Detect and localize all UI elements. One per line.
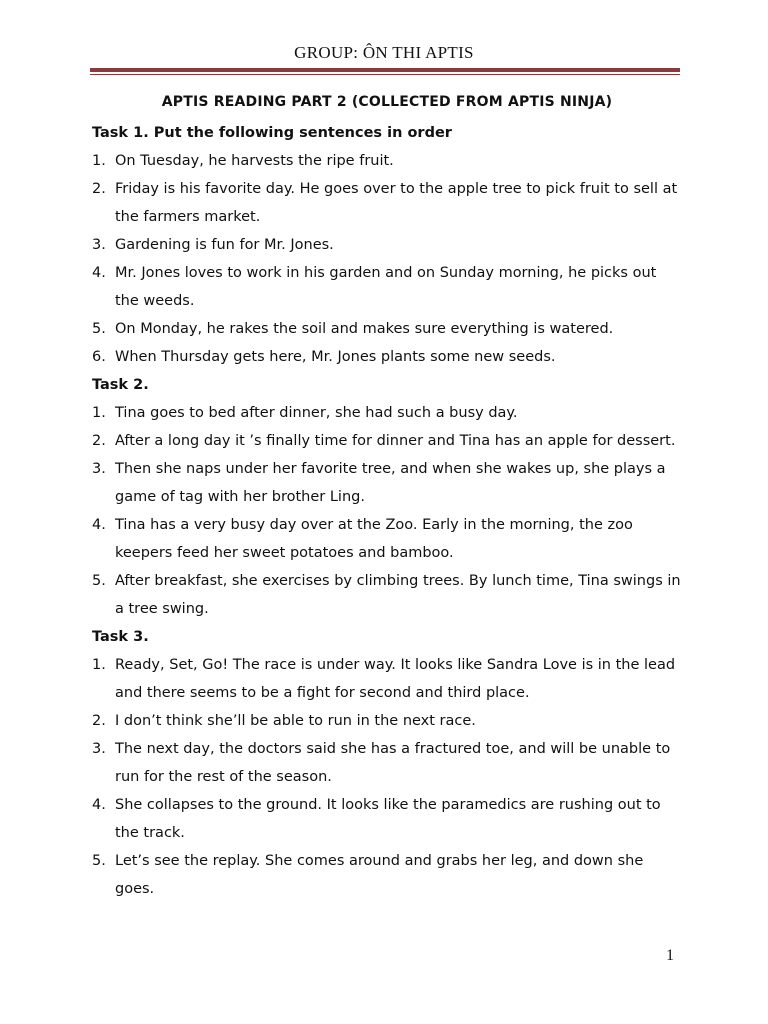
list-item: [92, 259, 682, 315]
task-list: [92, 119, 682, 903]
list-item: [92, 651, 682, 707]
list-item: [92, 511, 682, 567]
list-item-text: Ready, Set, Go! The race is under way. It looks like Sandra Love is in the lead and there seems to be a fight for second and third place.: [115, 657, 676, 701]
list-item: [92, 567, 682, 623]
list-item-number: 2.: [92, 181, 106, 197]
list-item-number: 5.: [92, 573, 106, 589]
list-item-number: 3.: [92, 461, 106, 477]
list-item: [92, 231, 682, 259]
list-item-number: 2.: [92, 713, 106, 729]
list-item-number: 1.: [92, 153, 106, 169]
list-item-number: 5.: [92, 321, 106, 337]
list-item: [92, 455, 682, 511]
list-item-text: Let’s see the replay. She comes around and grabs her leg, and down she goes.: [115, 853, 644, 897]
list-item-number: 3.: [92, 741, 106, 757]
list-item-text: On Tuesday, he harvests the ripe fruit.: [115, 153, 394, 169]
list-item-number: 5.: [92, 853, 106, 869]
list-item: [92, 147, 682, 175]
list-item: [92, 315, 682, 343]
list-item: [92, 427, 682, 455]
list-item-text: Friday is his favorite day. He goes over to the apple tree to pick fruit to sell at the farmers market.: [115, 181, 678, 225]
list-item-text: On Monday, he rakes the soil and makes sure everything is watered.: [115, 321, 614, 337]
list-item-text: She collapses to the ground. It looks like the paramedics are rushing out to the track.: [115, 797, 661, 841]
list-item: [92, 175, 682, 231]
list-item-text: Then she naps under her favorite tree, and when she wakes up, she plays a game of tag with her brother Ling.: [115, 461, 666, 505]
task-section-3: [92, 623, 682, 903]
list-item-number: 3.: [92, 237, 106, 253]
list-item: [92, 735, 682, 791]
list-item-text: The next day, the doctors said she has a fractured toe, and will be unable to run for the rest of the season.: [115, 741, 671, 785]
document-body: [92, 91, 682, 903]
header-rule-thick: [90, 68, 680, 72]
list-item: [92, 707, 682, 735]
list-item-number: 4.: [92, 517, 106, 533]
list-item: [92, 343, 682, 371]
list-item-number: 1.: [92, 405, 106, 421]
list-item-number: 1.: [92, 657, 106, 673]
task-heading: Task 3.: [92, 629, 149, 645]
task-heading: Task 1. Put the following sentences in order: [92, 125, 452, 141]
list-item-text: When Thursday gets here, Mr. Jones plants some new seeds.: [115, 349, 556, 365]
sentence-list: [92, 651, 682, 903]
list-item-text: After breakfast, she exercises by climbing trees. By lunch time, Tina swings in a tree swing.: [115, 573, 681, 617]
document-title: APTIS READING PART 2 (COLLECTED FROM APTIS NINJA): [161, 94, 613, 110]
list-item-number: 4.: [92, 265, 106, 281]
list-item-text: Mr. Jones loves to work in his garden and on Sunday morning, he picks out the weeds.: [115, 265, 657, 309]
task-heading: Task 2.: [92, 377, 149, 393]
list-item-number: 4.: [92, 797, 106, 813]
list-item: [92, 791, 682, 847]
list-item-number: 6.: [92, 349, 106, 365]
list-item-text: Tina goes to bed after dinner, she had such a busy day.: [115, 405, 518, 421]
list-item-text: I don’t think she’ll be able to run in the next race.: [115, 713, 476, 729]
task-section-1: [92, 119, 682, 371]
list-item: [92, 847, 682, 903]
list-item: [92, 399, 682, 427]
sentence-list: [92, 147, 682, 371]
list-item-text: Gardening is fun for Mr. Jones.: [115, 237, 334, 253]
task-section-2: [92, 371, 682, 623]
list-item-text: After a long day it ’s finally time for dinner and Tina has an apple for dessert.: [115, 433, 676, 449]
sentence-list: [92, 399, 682, 623]
page-number: 1: [666, 947, 674, 964]
header-rule-thin: [90, 74, 680, 75]
page-header: GROUP: ÔN THI APTIS: [294, 43, 474, 62]
list-item-number: 2.: [92, 433, 106, 449]
list-item-text: Tina has a very busy day over at the Zoo. Early in the morning, the zoo keepers feed her sweet potatoes and bamboo.: [115, 517, 633, 561]
